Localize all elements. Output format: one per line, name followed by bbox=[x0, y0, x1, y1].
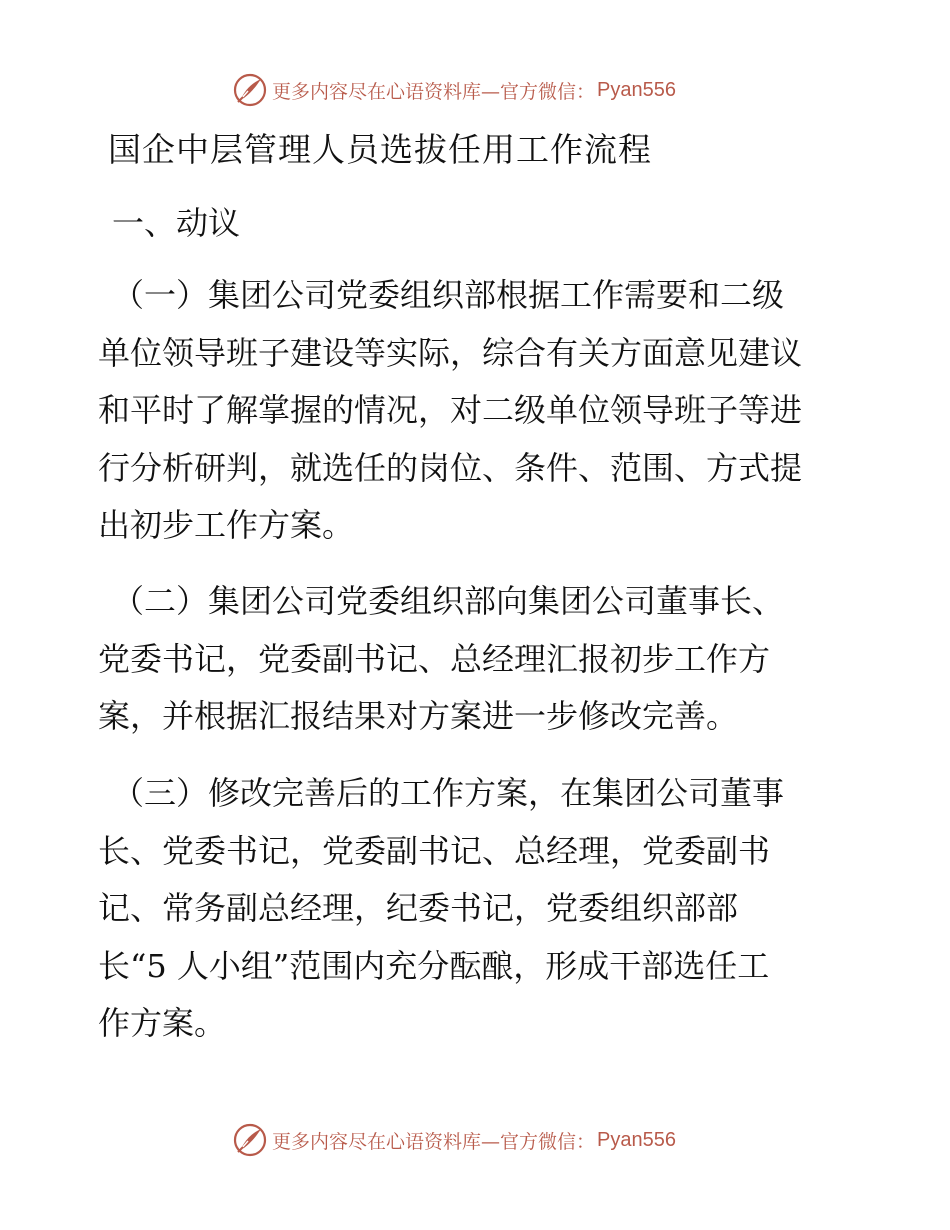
paragraph-1 bbox=[98, 267, 858, 555]
paragraph-line: 和平时了解掌握的情况，对二级单位领导班子等进 bbox=[98, 391, 803, 429]
paragraph-line: 长“5 人小组”范围内充分酝酿，形成干部选任工 bbox=[98, 946, 770, 985]
section-heading-motion: 一、动议 bbox=[112, 204, 241, 242]
paragraph-line: 记、常务副总经理，纪委书记，党委组织部部 bbox=[98, 889, 739, 927]
watermark-wechat-label: 官方微信： bbox=[500, 1130, 596, 1153]
paragraph-line: （二）集团公司党委组织部向集团公司董事长、 bbox=[112, 582, 785, 620]
document-title: 国企中层管理人员选拔任用工作流程 bbox=[108, 130, 652, 169]
watermark-promo-text: 更多内容尽在心语资料库— bbox=[272, 1130, 501, 1153]
paragraph-line: （三）修改完善后的工作方案，在集团公司董事 bbox=[112, 774, 785, 812]
paragraph-line: 案，并根据汇报结果对方案进一步修改完善。 bbox=[98, 697, 739, 735]
watermark-promo-text: 更多内容尽在心语资料库— bbox=[272, 80, 501, 103]
watermark-banner-bottom bbox=[232, 1120, 676, 1160]
pen-feather-logo-icon bbox=[232, 72, 268, 108]
paragraph-line: 作方案。 bbox=[98, 1004, 227, 1042]
watermark-wechat-handle: Pyan556 bbox=[597, 78, 676, 101]
paragraph-line: 出初步工作方案。 bbox=[98, 506, 355, 544]
paragraph-line: （一）集团公司党委组织部根据工作需要和二级 bbox=[112, 276, 785, 314]
watermark-banner-top bbox=[232, 70, 676, 110]
watermark-wechat-handle: Pyan556 bbox=[597, 1128, 676, 1151]
paragraph-line: 行分析研判，就选任的岗位、条件、范围、方式提 bbox=[98, 448, 803, 487]
watermark-wechat-label: 官方微信： bbox=[500, 80, 596, 103]
pen-feather-logo-icon bbox=[232, 1122, 268, 1158]
paragraph-line: 党委书记，党委副书记、总经理汇报初步工作方 bbox=[98, 639, 771, 678]
paragraph-3 bbox=[98, 765, 858, 1053]
paragraph-2 bbox=[98, 573, 858, 746]
paragraph-line: 长、党委书记，党委副书记、总经理，党委副书 bbox=[98, 831, 771, 870]
paragraph-line: 单位领导班子建设等实际，综合有关方面意见建议 bbox=[98, 333, 803, 372]
